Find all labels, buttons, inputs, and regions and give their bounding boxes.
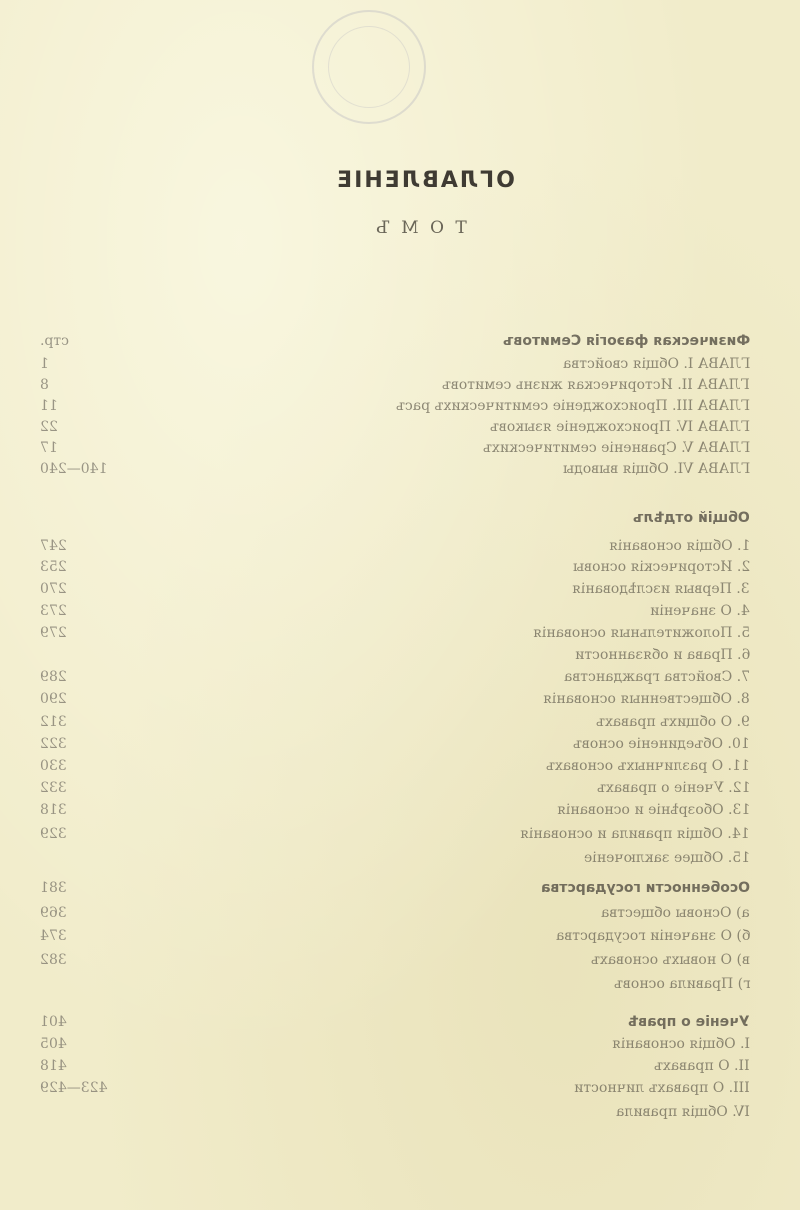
page-number: 382 <box>40 952 67 968</box>
toc-entry <box>0 461 800 479</box>
toc-entry <box>0 398 800 416</box>
page-number: 381 <box>40 880 67 896</box>
page-number: 22 <box>40 419 58 435</box>
toc-entry <box>0 1104 800 1122</box>
toc-entry <box>0 538 800 556</box>
page-number: 418 <box>40 1058 67 1074</box>
entry-title: II. О правахъ <box>654 1058 750 1074</box>
entry-title: 7. Свойства гражданства <box>563 669 750 685</box>
toc-entry <box>0 419 800 437</box>
entry-title: б) О значеніи государства <box>555 928 750 944</box>
page-title: ОГЛАВЛЕНІЕ <box>335 168 515 193</box>
toc-entry <box>0 802 800 820</box>
toc-entry <box>0 928 800 946</box>
toc-entry <box>0 377 800 395</box>
toc-entry <box>0 905 800 923</box>
section-heading <box>0 880 800 898</box>
toc-entry <box>0 976 800 994</box>
page-number: 8 <box>40 377 49 393</box>
page-number: 140—240 <box>40 461 108 477</box>
page-number: 374 <box>40 928 67 944</box>
entry-title: 14. Общія правила и основанія <box>520 826 750 842</box>
entry-title: 1. Общія основанія <box>608 538 750 554</box>
toc-entry <box>0 581 800 599</box>
entry-title: III. О правахъ личности <box>574 1080 750 1096</box>
entry-title: Общій отдѣлъ <box>633 510 750 526</box>
entry-title: IV. Общія правила <box>616 1104 750 1120</box>
toc-entry <box>0 952 800 970</box>
toc-entry <box>0 780 800 798</box>
entry-title: 4. О значеніи <box>650 603 750 619</box>
entry-title: 6. Права и обязанности <box>574 647 750 663</box>
entry-title: ГЛАВА VI. Общія выводы <box>562 461 750 477</box>
entry-title: а) Основы общества <box>601 905 750 921</box>
toc-entry <box>0 691 800 709</box>
page-number: 369 <box>40 905 67 921</box>
entry-title: 2. Историческія основы <box>572 559 750 575</box>
page-number: 332 <box>40 780 67 796</box>
entry-title: ГЛАВА I. Общія свойства <box>562 356 750 372</box>
toc-entry <box>0 559 800 577</box>
entry-title: 9. О общихъ правахъ <box>596 714 750 730</box>
entry-title: г) Правила основъ <box>613 976 750 992</box>
page-number: 253 <box>40 559 67 575</box>
entry-title: I. Общія основанія <box>611 1036 750 1052</box>
toc-entry <box>0 669 800 687</box>
entry-title: ГЛАВА III. Происхожденіе семитическихъ расъ <box>395 398 750 414</box>
page-number: 11 <box>40 398 58 414</box>
page-number: 423—429 <box>40 1080 108 1096</box>
toc-entry <box>0 603 800 621</box>
page-number: 279 <box>40 625 67 641</box>
entry-title: 3. Первыя изслѣдованія <box>572 581 750 597</box>
section-heading <box>0 1014 800 1032</box>
toc-entry <box>0 736 800 754</box>
toc-entry <box>0 625 800 643</box>
section-heading <box>0 510 800 528</box>
toc-entry <box>0 1058 800 1076</box>
entry-title: 10. Объединеніе основъ <box>573 736 750 752</box>
toc-entry <box>0 647 800 665</box>
toc-entry <box>0 440 800 458</box>
toc-entry <box>0 826 800 844</box>
entry-title: ГЛАВА IV. Происхожденіе языковъ <box>490 419 750 435</box>
page-number: стр. <box>40 333 69 349</box>
entry-title: Особенности государства <box>540 880 750 896</box>
page-number: 312 <box>40 714 67 730</box>
page-number: 289 <box>40 669 67 685</box>
entry-title: 13. Обозрѣніе и основанія <box>556 802 750 818</box>
toc-entry <box>0 1036 800 1054</box>
entry-title: ГЛАВА V. Сравненіе семитическихъ <box>482 440 750 456</box>
entry-title: 12. Ученіе о правахъ <box>596 780 750 796</box>
page-number: 273 <box>40 603 67 619</box>
library-stamp <box>312 10 426 124</box>
entry-title: 11. О различныхъ основахъ <box>546 758 750 774</box>
section-heading <box>0 333 800 351</box>
page-number: 330 <box>40 758 67 774</box>
entry-title: 15. Общее заключеніе <box>583 850 750 866</box>
page-number: 1 <box>40 356 49 372</box>
page-number: 247 <box>40 538 67 554</box>
entry-title: в) О новыхъ основахъ <box>591 952 750 968</box>
page-number: 17 <box>40 440 58 456</box>
page-number: 405 <box>40 1036 67 1052</box>
toc-entry <box>0 1080 800 1098</box>
page-number: 329 <box>40 826 67 842</box>
entry-title: 8. Общественныя основанія <box>543 691 750 707</box>
volume-label: Т О М Ъ <box>373 218 467 238</box>
entry-title: ГЛАВА II. Историческая жизнь семитовъ <box>442 377 750 393</box>
toc-entry <box>0 758 800 776</box>
page-number: 401 <box>40 1014 67 1030</box>
page-number: 322 <box>40 736 67 752</box>
page-number: 290 <box>40 691 67 707</box>
page-number: 318 <box>40 802 67 818</box>
entry-title: 5. Положительныя основанія <box>532 625 750 641</box>
toc-entry <box>0 850 800 868</box>
entry-title: Физическая фаэогія Семитовъ <box>502 333 750 349</box>
entry-title: Ученіе о правѣ <box>628 1014 750 1030</box>
toc-entry <box>0 356 800 374</box>
toc-entry <box>0 714 800 732</box>
page-number: 270 <box>40 581 67 597</box>
